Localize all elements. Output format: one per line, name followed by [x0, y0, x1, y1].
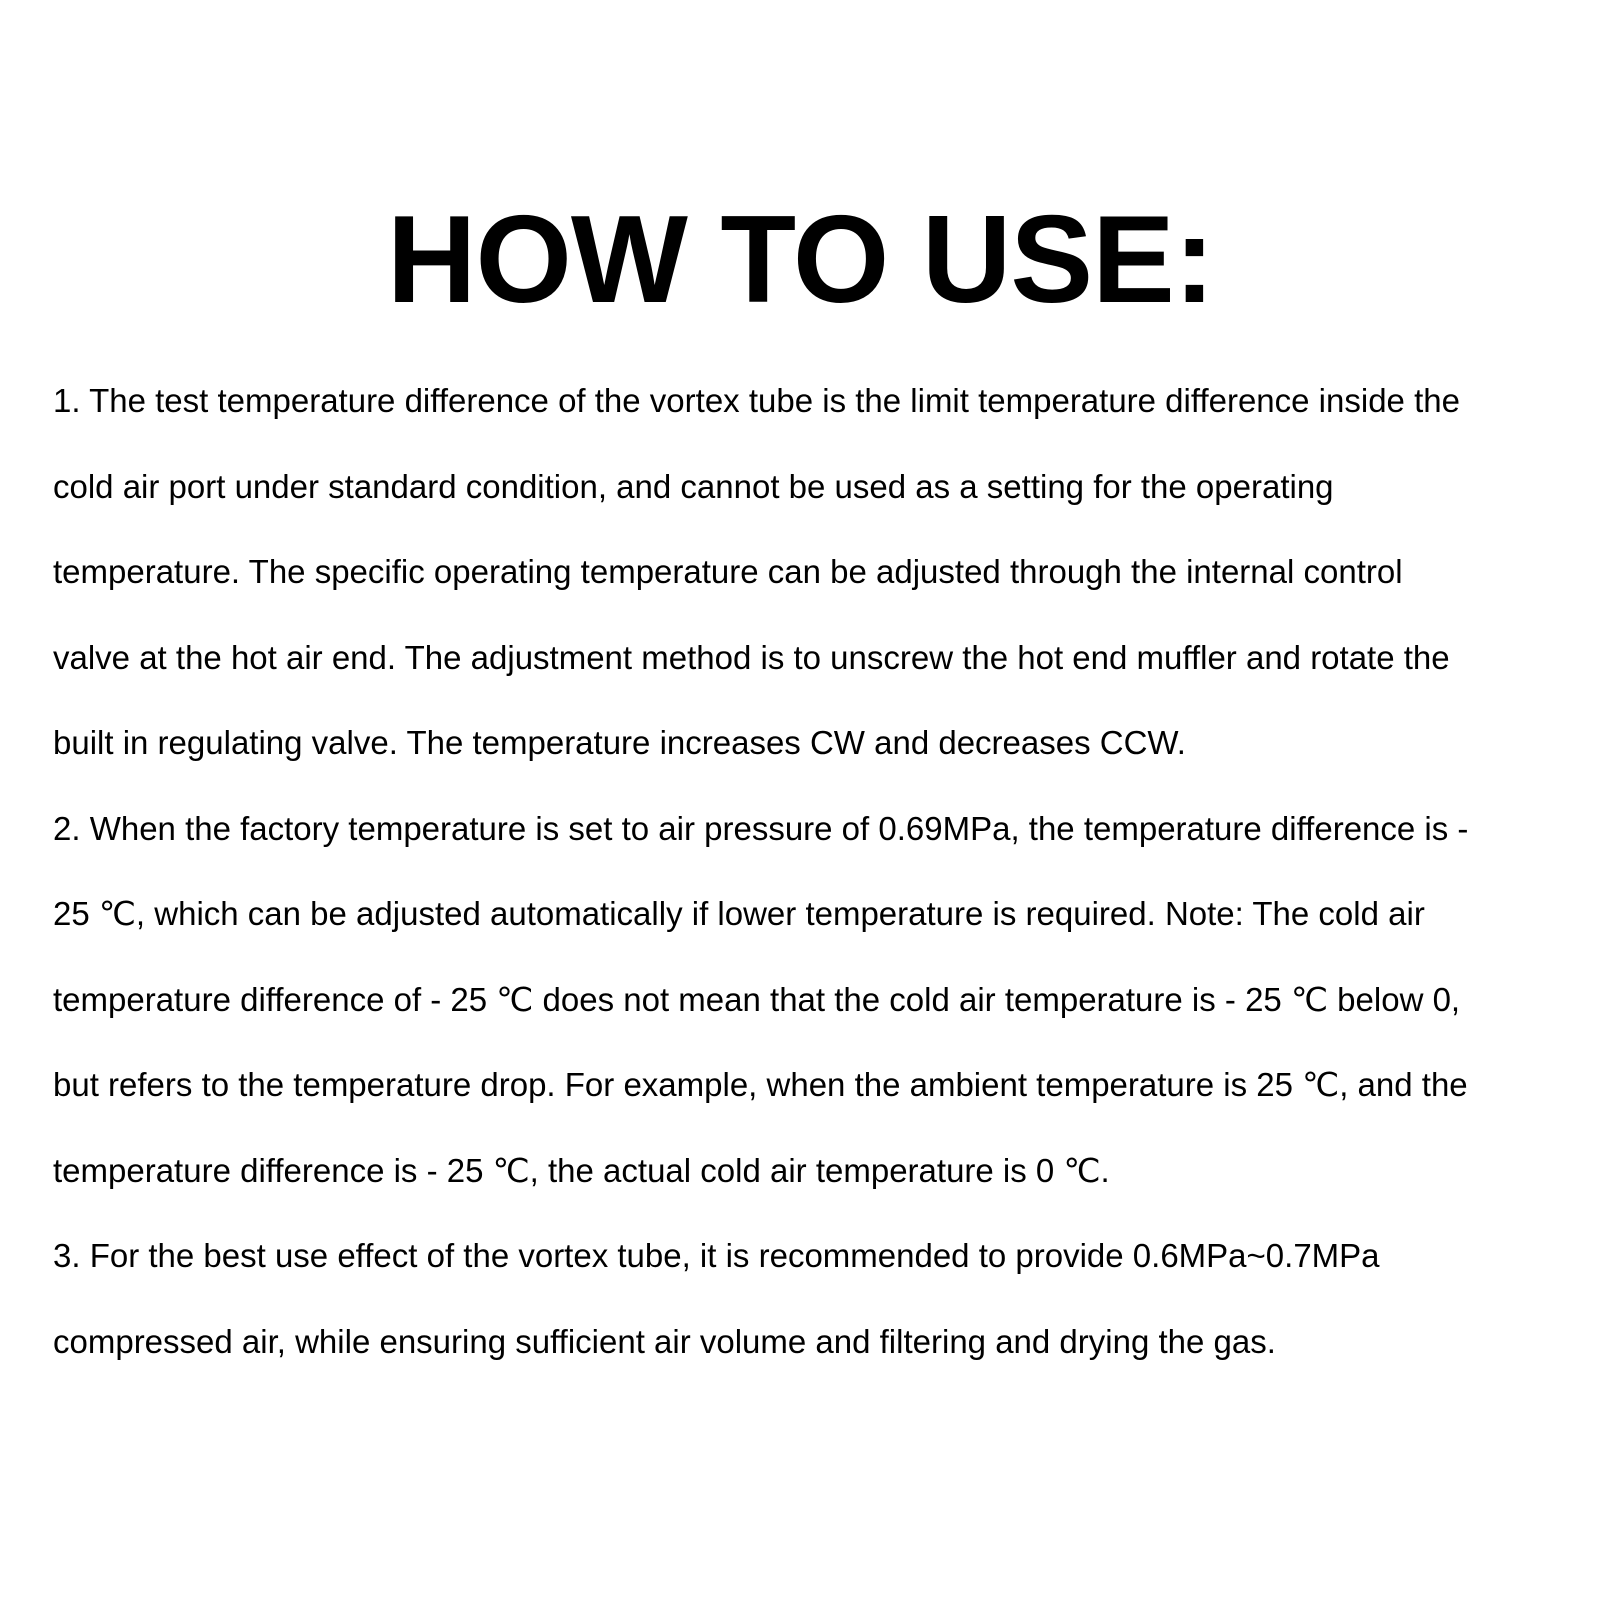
instruction-line: built in regulating valve. The temperature increases CW and decreases CCW.: [53, 724, 1186, 761]
instruction-line: compressed air, while ensuring sufficient air volume and filtering and drying the gas.: [53, 1322, 1276, 1360]
instruction-line: 1. The test temperature difference of the vortex tube is the limit temperature difference inside the: [53, 382, 1460, 419]
instruction-line: 3. For the best use effect of the vortex tube, it is recommended to provide 0.6MPa~0.7MPa: [53, 1237, 1380, 1274]
instruction-line: temperature difference is - 25 ℃, the actual cold air temperature is 0 ℃.: [53, 1151, 1110, 1189]
instruction-line: 25 ℃, which can be adjusted automatically if lower temperature is required. Note: The cold air: [53, 895, 1425, 932]
instructions-body: [53, 358, 1593, 1384]
instruction-line: temperature difference of - 25 ℃ does not mean that the cold air temperature is - 25 ℃ below 0,: [53, 980, 1461, 1018]
instruction-line: temperature. The specific operating temperature can be adjusted through the internal control: [53, 553, 1403, 590]
instruction-line: cold air port under standard condition, and cannot be used as a setting for the operating: [53, 467, 1334, 505]
instruction-line: 2. When the factory temperature is set to air pressure of 0.69MPa, the temperature difference is -: [53, 809, 1469, 847]
instruction-line: but refers to the temperature drop. For example, when the ambient temperature is 25 ℃, and the: [53, 1066, 1468, 1103]
page-title: HOW TO USE:: [386, 191, 1215, 329]
instruction-line: valve at the hot air end. The adjustment method is to unscrew the hot end muffler and rotate the: [53, 638, 1450, 676]
